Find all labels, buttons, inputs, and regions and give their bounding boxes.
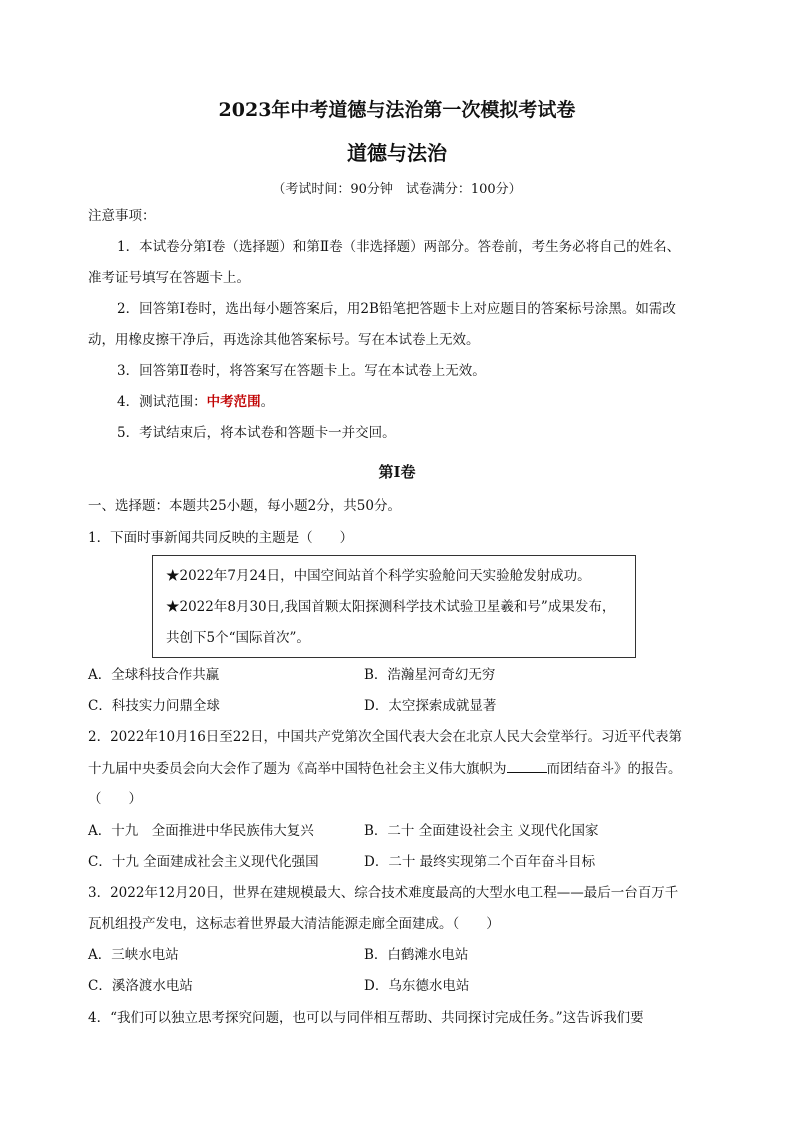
notes-heading: 注意事项： bbox=[88, 208, 156, 224]
q1-option-c: C．科技实力问鼎全球 bbox=[88, 698, 220, 714]
q1-news-1: ★2022年7月24日，中国空间站首个科学实验舱问天实验舱发射成功。 bbox=[166, 568, 591, 584]
q3-option-d: D．乌东德水电站 bbox=[364, 978, 470, 994]
q3-stem-b: 瓦机组投产发电，这标志着世界最大清洁能源走廊全面建成。（ ） bbox=[88, 916, 500, 932]
q2-option-a: A．十九 全面推进中华民族伟大复兴 bbox=[88, 823, 314, 839]
q2-stem-b1: 十九届中央委员会向大会作了题为《高举中国特色社会主义伟大旗帜为 bbox=[88, 761, 507, 777]
q2-option-d: D．二十 最终实现第二个百年奋斗目标 bbox=[364, 854, 596, 870]
note-4-label: 4．测试范围： bbox=[117, 394, 207, 410]
note-4-scope: 中考范围 bbox=[206, 394, 261, 410]
q3-option-b: B．白鹤滩水电站 bbox=[364, 947, 469, 963]
q2-stem-b2: 而团结奋斗》的报告。 bbox=[546, 761, 682, 777]
q3-option-a: A．三峡水电站 bbox=[88, 947, 179, 963]
q4-stem: 4．“我们可以独立思考探究问题，也可以与同伴相互帮助、共同探讨完成任务。”这告诉我们要 bbox=[88, 1010, 644, 1026]
q1-option-b: B．浩瀚星河奇幻无穷 bbox=[364, 667, 496, 683]
q1-news-3: 共创下5个“国际首次”。 bbox=[166, 630, 310, 646]
q2-stem-b bbox=[88, 758, 682, 779]
note-1a: 1．本试卷分第Ⅰ卷（选择题）和第Ⅱ卷（非选择题）两部分。答卷前，考生务必将自己的姓名、 bbox=[117, 239, 681, 255]
note-4-end: 。 bbox=[260, 394, 275, 410]
q1-option-d: D．太空探索成就显著 bbox=[364, 698, 497, 714]
q2-option-c: C．十九 全面建成社会主义现代化强国 bbox=[88, 854, 319, 870]
q1-news-2: ★2022年8月30日,我国首颗太阳探测科学技术试验卫星羲和号”成果发布， bbox=[166, 599, 616, 615]
exam-title: 2023年中考道德与法治第一次模拟考试卷 bbox=[218, 99, 576, 121]
note-2b: 动，用橡皮擦干净后，再选涂其他答案标号。写在本试卷上无效。 bbox=[88, 332, 480, 348]
q1-stem: 1．下面时事新闻共同反映的主题是（ ） bbox=[88, 530, 354, 546]
q2-option-b: B．二十 全面建设社会主 义现代化国家 bbox=[364, 823, 599, 839]
note-1b: 准考证号填写在答题卡上。 bbox=[88, 270, 250, 286]
section-title: 第Ⅰ卷 bbox=[378, 463, 416, 481]
q3-stem-a: 3．2022年12月20日，世界在建规模最大、综合技术难度最高的大型水电工程——最后一台百万千 bbox=[88, 885, 679, 901]
q3-option-c: C．溪洛渡水电站 bbox=[88, 978, 193, 994]
exam-info: （考试时间：90分钟 试卷满分：100分） bbox=[272, 182, 522, 197]
q2-stem-c: （ ） bbox=[88, 791, 142, 807]
note-5: 5．考试结束后，将本试卷和答题卡一并交回。 bbox=[117, 425, 396, 441]
note-3: 3．回答第Ⅱ卷时，将答案写在答题卡上。写在本试卷上无效。 bbox=[117, 363, 486, 379]
subject-title: 道德与法治 bbox=[347, 141, 447, 165]
section-intro: 一、选择题：本题共25小题，每小题2分，共50分。 bbox=[88, 498, 401, 514]
q2-stem-a: 2．2022年10月16日至22日，中国共产党第次全国代表大会在北京人民大会堂举行。习近平代表第 bbox=[88, 729, 682, 745]
answer-blank bbox=[507, 758, 547, 773]
note-4 bbox=[117, 392, 274, 412]
note-2a: 2．回答第Ⅰ卷时，选出每小题答案后，用2B铅笔把答题卡上对应题目的答案标号涂黑。如需改 bbox=[117, 301, 676, 317]
q1-option-a: A．全球科技合作共赢 bbox=[88, 667, 220, 683]
